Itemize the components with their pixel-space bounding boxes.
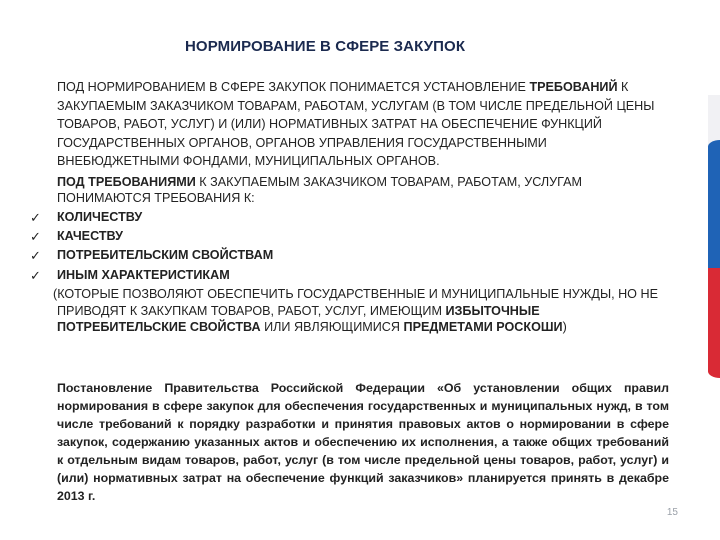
checkmark-icon: ✓ — [30, 210, 41, 225]
requirements-intro-bold: ПОД ТРЕБОВАНИЯМИ — [57, 175, 196, 189]
slide-title: НОРМИРОВАНИЕ В СФЕРЕ ЗАКУПОК — [185, 38, 466, 55]
checklist-item — [30, 266, 273, 285]
note-bold-luxury: ПРЕДМЕТАМИ РОСКОШИ — [403, 320, 563, 334]
definition-bold-requirements: ТРЕБОВАНИЙ — [529, 80, 618, 94]
note-text-1: (КОТОРЫЕ ПОЗВОЛЯЮТ ОБЕСПЕЧИТЬ ГОСУДАРСТВЕННЫЕ И МУНИЦИПАЛЬНЫЕ НУЖДЫ, НО НЕ ПРИВОДЯТ К ЗАКУПКАМ ТОВАРОВ, РАБОТ, УСЛУГ, ИМЕЮЩИМ — [53, 287, 658, 318]
checklist-item — [30, 227, 273, 246]
resolution-paragraph: Постановление Правительства Российской Федерации «Об установлении общих правил нормирования в сфере закупок для обеспечения государственных и муниципальных нужд, в том числе требований к порядку разработки и принятия правовых актов о нормировании в сфере закупок, содержанию указанных актов и обеспечению их исполнения, а также общих требований к отдельным видам товаров, работ, услуг (в том числе предельной цены товаров, работ, услуг) и (или) нормативных затрат на обеспечение функций заказчиков» планируется принять в декабре 2013 г. — [57, 381, 669, 503]
requirements-intro — [57, 174, 669, 206]
note-text-3: ) — [562, 320, 567, 334]
page-number: 15 — [666, 507, 678, 518]
checklist-item — [30, 246, 273, 265]
checklist-item — [30, 208, 273, 227]
checklist-item-label: КАЧЕСТВУ — [57, 229, 123, 244]
flag-stripe-white — [708, 95, 720, 145]
definition-text-2: К ЗАКУПАЕМЫМ ЗАКАЗЧИКОМ ТОВАРАМ, РАБОТАМ, УСЛУГАМ (В ТОМ ЧИСЛЕ ПРЕДЕЛЬНОЙ ЦЕНЫ ТОВАРОВ, РАБОТ, УСЛУГ) И (ИЛИ) НОРМАТИВНЫХ ЗАТРАТ НА ОБЕСПЕЧЕНИЕ ФУНКЦИЙ ГОСУДАРСТВЕННЫХ ОРГАНОВ, ОРГАНОВ УПРАВЛЕНИЯ ГОСУДАРСТВЕННЫМИ ВНЕБЮДЖЕТНЫМИ ФОНДАМИ, МУНИЦИПАЛЬНЫХ ОРГАНОВ. — [57, 80, 655, 168]
characteristics-note — [53, 286, 669, 336]
checklist-item-label: ИНЫМ ХАРАКТЕРИСТИКАМ — [57, 267, 230, 282]
checklist-item-label: КОЛИЧЕСТВУ — [57, 210, 143, 224]
checkmark-icon: ✓ — [30, 267, 41, 283]
flag-stripe-blue — [708, 140, 720, 270]
definition-text-1: ПОД НОРМИРОВАНИЕМ В СФЕРЕ ЗАКУПОК ПОНИМАЕТСЯ УСТАНОВЛЕНИЕ — [57, 80, 530, 94]
flag-stripe-red — [708, 268, 720, 378]
checkmark-icon: ✓ — [30, 229, 41, 245]
checkmark-icon: ✓ — [30, 248, 41, 264]
note-text-2: ИЛИ ЯВЛЯЮЩИМИСЯ — [260, 320, 404, 334]
requirements-intro-text: К ЗАКУПАЕМЫМ ЗАКАЗЧИКОМ ТОВАРАМ, РАБОТАМ, УСЛУГАМ ПОНИМАЮТСЯ ТРЕБОВАНИЯ К: — [57, 175, 583, 205]
definition-paragraph — [57, 78, 669, 171]
requirements-checklist — [30, 208, 273, 285]
checklist-item-label: ПОТРЕБИТЕЛЬСКИМ СВОЙСТВАМ — [57, 248, 274, 263]
note-bold-excess: ИЗБЫТОЧНЫЕ ПОТРЕБИТЕЛЬСКИЕ СВОЙСТВА — [57, 303, 540, 334]
